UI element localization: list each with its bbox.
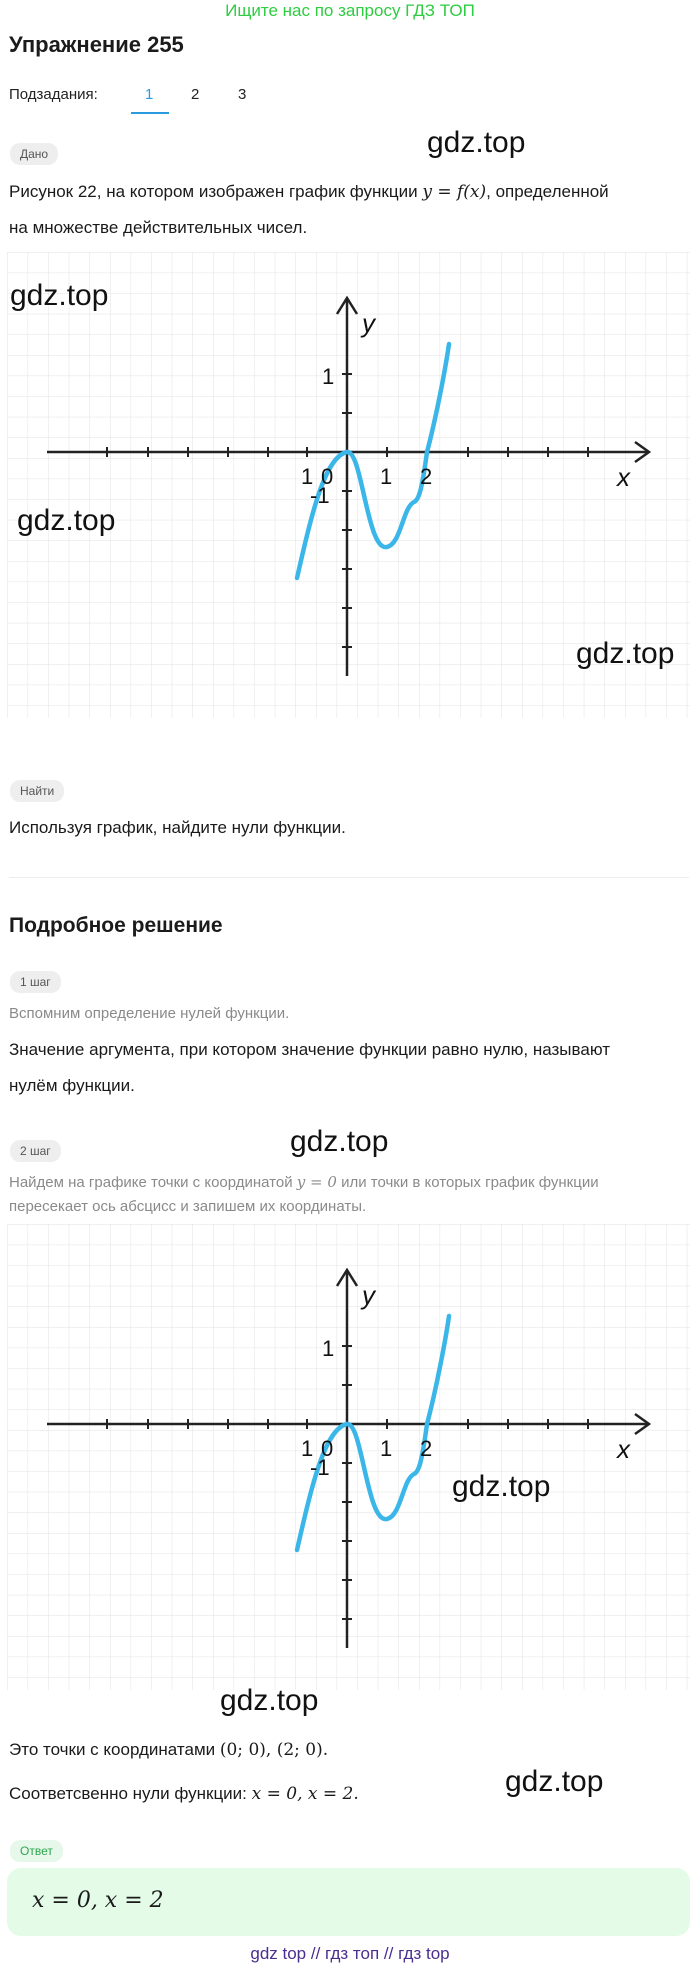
solution-title: Подробное решение: [9, 914, 223, 937]
bottom-link-1[interactable]: gdz top: [250, 1944, 307, 1963]
origin-label: 0: [321, 464, 334, 489]
subtasks-label: Подзадания:: [9, 86, 98, 103]
bottom-link-3[interactable]: гдз top: [398, 1944, 450, 1963]
divider: [9, 877, 689, 878]
zeros-text: [9, 1776, 689, 1812]
tick-label-y1: 1: [322, 1336, 335, 1361]
step1-hint: Вспомним определение нулей функции.: [9, 1005, 290, 1022]
tick-label-x-neg1: 1: [301, 464, 314, 489]
given-text-after: , определенной: [486, 182, 609, 201]
function-graph-2: [7, 1224, 690, 1690]
origin-label: 0: [321, 1436, 334, 1461]
watermark: gdz.top: [220, 1684, 319, 1717]
link-separator: //: [383, 1944, 394, 1963]
find-chip: Найти: [10, 780, 64, 802]
watermark: gdz.top: [427, 126, 526, 159]
given-text-before: Рисунок 22, на котором изображен график функции: [9, 182, 423, 201]
zeros-label: Соответсвенно нули функции:: [9, 1784, 252, 1803]
x-axis-label: x: [617, 462, 630, 492]
answer-value: [32, 1888, 164, 1913]
step2-hint-line2: пересекает ось абсцисс и запишем их координаты.: [9, 1198, 367, 1215]
step1-chip: 1 шаг: [10, 971, 61, 993]
y-axis-label: y: [362, 1280, 375, 1310]
subtask-tab-2[interactable]: 2: [191, 86, 200, 103]
watermark: gdz.top: [576, 637, 675, 670]
step2-hint-after: или точки в которых график функции: [336, 1174, 599, 1191]
tick-label-y-neg1: -1: [310, 1455, 330, 1480]
page-title: Упражнение 255: [9, 32, 184, 57]
tick-label-y-neg1: -1: [310, 483, 330, 508]
tick-label-x1: 1: [380, 1436, 393, 1461]
watermark: gdz.top: [505, 1765, 604, 1798]
active-tab-indicator: [131, 112, 169, 114]
step2-hint-before: Найдем на графике точки с координатой: [9, 1174, 297, 1191]
points-text: [9, 1732, 689, 1768]
tick-label-x2: 2: [420, 464, 433, 489]
tick-label-y1: 1: [322, 364, 335, 389]
graph-svg-2: [7, 1224, 690, 1690]
watermark: gdz.top: [290, 1125, 389, 1158]
subtask-tab-1[interactable]: 1: [145, 86, 154, 103]
bottom-links: [0, 1944, 700, 1964]
y-axis-label: y: [362, 308, 375, 338]
find-text: Используя график, найдите нули функции.: [9, 818, 346, 837]
watermark: gdz.top: [17, 504, 116, 537]
step1-line2: нулём функции.: [9, 1076, 135, 1095]
tick-label-x2: 2: [420, 1436, 433, 1461]
step1-line1: Значение аргумента, при котором значение функции равно нулю, называют: [9, 1040, 610, 1059]
x-axis-label: x: [617, 1434, 630, 1464]
grid: [7, 1224, 690, 1690]
given-text: [9, 174, 689, 246]
subtask-tab-3[interactable]: 3: [238, 86, 247, 103]
step2-chip: 2 шаг: [10, 1140, 61, 1162]
watermark: gdz.top: [10, 279, 109, 312]
bottom-link-2[interactable]: гдз топ: [325, 1944, 380, 1963]
step2-hint-math: y = 0: [296, 1173, 337, 1191]
given-math: y = f(x): [422, 182, 487, 202]
points-math: (0; 0), (2; 0).: [219, 1740, 329, 1760]
tick-label-x-neg1: 1: [301, 1436, 314, 1461]
link-separator: //: [310, 1944, 321, 1963]
answer-math: x = 0, x = 2: [32, 1888, 164, 1913]
answer-chip: Ответ: [10, 1840, 63, 1862]
given-text-line2: на множестве действительных чисел.: [9, 218, 308, 237]
points-label: Это точки с координатами: [9, 1740, 220, 1759]
top-banner: Ищите нас по запросу ГДЗ ТОП: [225, 1, 475, 20]
step2-hint: [9, 1170, 689, 1219]
step1-text: [9, 1032, 689, 1104]
watermark: gdz.top: [452, 1470, 551, 1503]
zeros-math: x = 0, x = 2.: [251, 1784, 359, 1804]
tick-label-x1: 1: [380, 464, 393, 489]
given-chip: Дано: [10, 143, 58, 165]
